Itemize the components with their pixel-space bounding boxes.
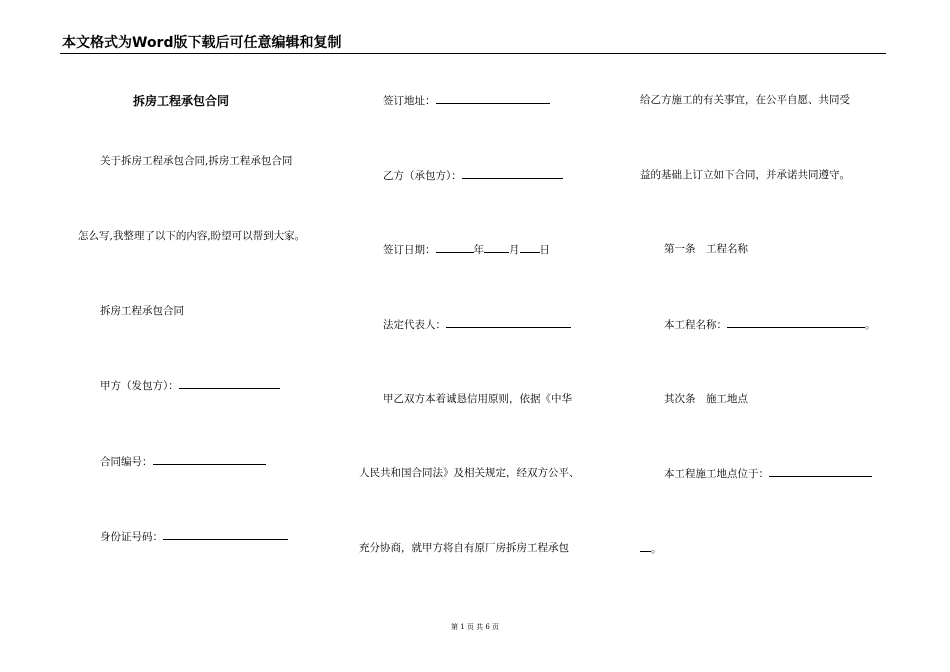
article-1-title: 第一条 工程名称 <box>664 243 748 255</box>
location-blank-cont <box>640 541 651 552</box>
sign-date-line <box>383 242 550 257</box>
location-blank <box>769 466 872 477</box>
year-unit: 年 <box>473 244 484 256</box>
sign-address-line <box>383 93 550 108</box>
location-continuation <box>640 541 662 556</box>
header-divider <box>60 53 886 54</box>
legal-rep-blank <box>446 317 571 328</box>
party-a-label: 甲方（发包方）： <box>100 380 179 392</box>
party-b-label: 乙方（承包方）： <box>383 170 462 182</box>
sign-address-label: 签订地址： <box>383 95 436 107</box>
day-blank <box>520 242 540 253</box>
preamble-line-5: 益的基础上订立如下合同，并承诺共同遵守。 <box>640 169 850 181</box>
legal-rep-line <box>383 317 571 332</box>
page-header-title: 本文格式为Word版下载后可任意编辑和复制 <box>62 35 342 51</box>
project-name-line <box>664 317 876 332</box>
intro-line-1: 关于拆房工程承包合同,拆房工程承包合同 <box>100 155 293 167</box>
legal-rep-label: 法定代表人： <box>383 319 446 331</box>
location-line <box>664 466 872 481</box>
location-label: 本工程施工地点位于： <box>664 468 769 480</box>
preamble-line-1: 甲乙双方本着诚恳信用原则，依据《中华 <box>383 393 572 405</box>
preamble-line-4: 给乙方施工的有关事宜，在公平自愿、共同受 <box>640 94 850 106</box>
article-2-title: 其次条 施工地点 <box>664 393 748 405</box>
id-no-blank <box>163 529 288 540</box>
party-a-line <box>100 378 280 393</box>
month-unit: 月 <box>509 244 520 256</box>
preamble-line-2: 人民共和国合同法》及相关规定，经双方公平、 <box>359 467 580 479</box>
page-footer: 第 1 页 共 6 页 <box>450 623 500 631</box>
contract-no-label: 合同编号： <box>100 456 153 468</box>
project-name-blank <box>727 317 865 328</box>
document-title: 拆房工程承包合同 <box>133 94 230 108</box>
month-blank <box>484 242 509 253</box>
project-name-label: 本工程名称： <box>664 319 727 331</box>
party-b-blank <box>462 168 563 179</box>
location-end: 。 <box>651 543 662 555</box>
contract-no-line <box>100 454 266 469</box>
party-b-line <box>383 168 563 183</box>
preamble-line-3: 充分协商，就甲方将自有原厂房拆房工程承包 <box>359 542 569 554</box>
day-unit: 日 <box>539 244 550 256</box>
year-blank <box>436 242 474 253</box>
sign-address-blank <box>436 93 550 104</box>
intro-line-2: 怎么写,我整理了以下的内容,盼望可以帮到大家。 <box>78 230 306 242</box>
contract-no-blank <box>153 454 266 465</box>
contract-subtitle: 拆房工程承包合同 <box>100 305 184 317</box>
sign-date-label: 签订日期： <box>383 244 436 256</box>
party-a-blank <box>179 378 280 389</box>
id-no-label: 身份证号码： <box>100 531 163 543</box>
project-name-end: 。 <box>865 319 876 331</box>
id-no-line <box>100 529 288 544</box>
